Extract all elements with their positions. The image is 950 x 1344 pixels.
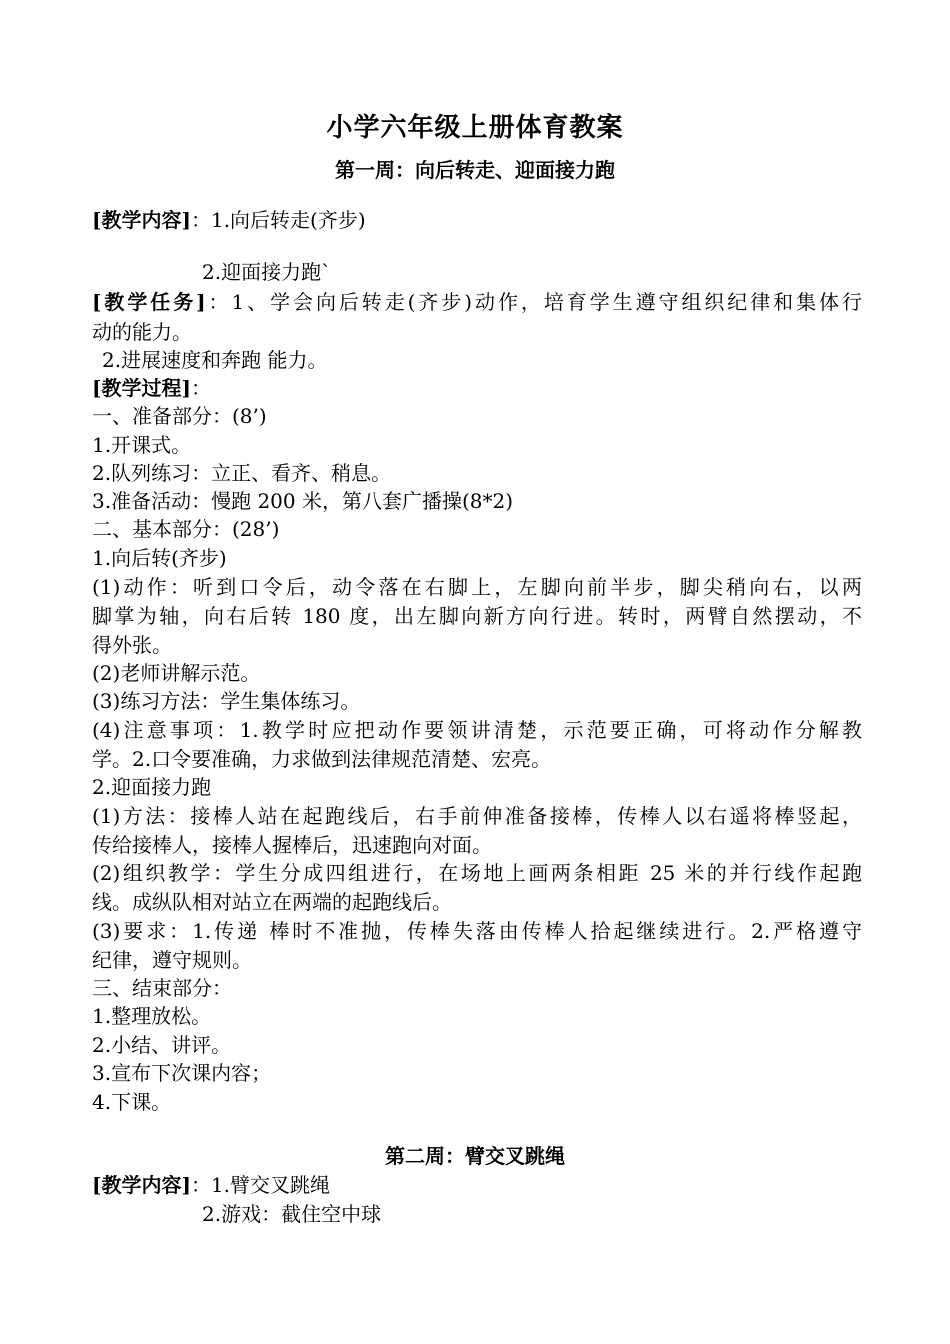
process-colon: ：	[190, 376, 211, 400]
content-item-1: ：1.臂交叉跳绳	[190, 1173, 331, 1197]
week1-task-line-1	[92, 287, 862, 317]
process-line: 1.整理放松。	[92, 1004, 212, 1028]
week2-content-line-1	[92, 1170, 862, 1200]
process-line: (3)练习方法：学生集体练习。	[92, 689, 361, 713]
process-line: (1)方法：接棒人站在起跑线后，右手前伸准备接棒，传棒人以右遥将棒竖起，	[92, 804, 862, 828]
process-line: 3.准备活动：慢跑 200 米，第八套广播操(8*2)	[92, 489, 514, 513]
week1-content-item-2: 2.迎面接力跑`	[202, 260, 332, 284]
document-title: 小学六年级上册体育教案	[326, 113, 624, 143]
week2-content-item-2: 2.游戏：截住空中球	[202, 1202, 382, 1226]
process-line: (4)注意事项：1.教学时应把动作要领讲清楚，示范要正确，可将动作分解教	[92, 718, 862, 742]
process-line: 二、基本部分：(28’)	[92, 517, 280, 541]
task-item-1a: ：1、学会向后转走(齐步)动作，培育学生遵守组织纪律和集体行	[205, 290, 862, 314]
week1-content-line-1	[92, 205, 862, 235]
task-label: [教学任务]	[92, 290, 206, 314]
process-line: 学。2.口令要准确，力求做到法律规范清楚、宏亮。	[92, 747, 552, 771]
content-label: [教学内容]	[92, 208, 191, 232]
process-line: 线。成纵队相对站立在两端的起跑线后。	[92, 890, 452, 914]
process-line: (2)组织教学：学生分成四组进行，在场地上画两条相距 25 米的并行线作起跑	[92, 861, 862, 885]
process-line: 1.向后转(齐步)	[92, 546, 227, 570]
process-line: 得外张。	[92, 633, 172, 657]
week1-task-line-3: 2.进展速度和奔跑 能力。	[102, 348, 328, 372]
process-line: 纪律，遵守规则。	[92, 948, 252, 972]
process-line: 三、结束部分：	[92, 976, 232, 1000]
process-line: 脚掌为轴，向右后转 180 度，出左脚向新方向行进。转时，两臂自然摆动，不	[92, 604, 862, 628]
process-line: (1)动作：听到口令后，动令落在右脚上，左脚向前半步，脚尖稍向右，以两	[92, 575, 862, 599]
week1-process-heading	[92, 373, 862, 403]
process-line: 1.开课式。	[92, 433, 192, 457]
process-line: 传给接棒人，接棒人握棒后，迅速跑向对面。	[92, 833, 492, 857]
process-line: 3.宣布下次课内容；	[92, 1061, 272, 1085]
process-line: 2.小结、讲评。	[92, 1033, 232, 1057]
week2-heading: 第二周：臂交叉跳绳	[385, 1144, 565, 1168]
process-line: 2.队列练习：立正、看齐、稍息。	[92, 461, 392, 485]
content-label: [教学内容]	[92, 1173, 191, 1197]
process-line: 一、准备部分：(8’)	[92, 404, 267, 428]
process-line: 4.下课。	[92, 1090, 172, 1114]
week1-task-line-2: 动的能力。	[92, 320, 192, 344]
process-line: 2.迎面接力跑	[92, 775, 212, 799]
content-item-1: ：1.向后转走(齐步)	[190, 208, 366, 232]
week1-heading: 第一周：向后转走、迎面接力跑	[335, 158, 615, 182]
process-line: (2)老师讲解示范。	[92, 661, 261, 685]
process-line: (3)要求：1.传递 棒时不准抛，传棒失落由传棒人拾起继续进行。2.严格遵守	[92, 919, 862, 943]
process-label: [教学过程]	[92, 376, 191, 400]
